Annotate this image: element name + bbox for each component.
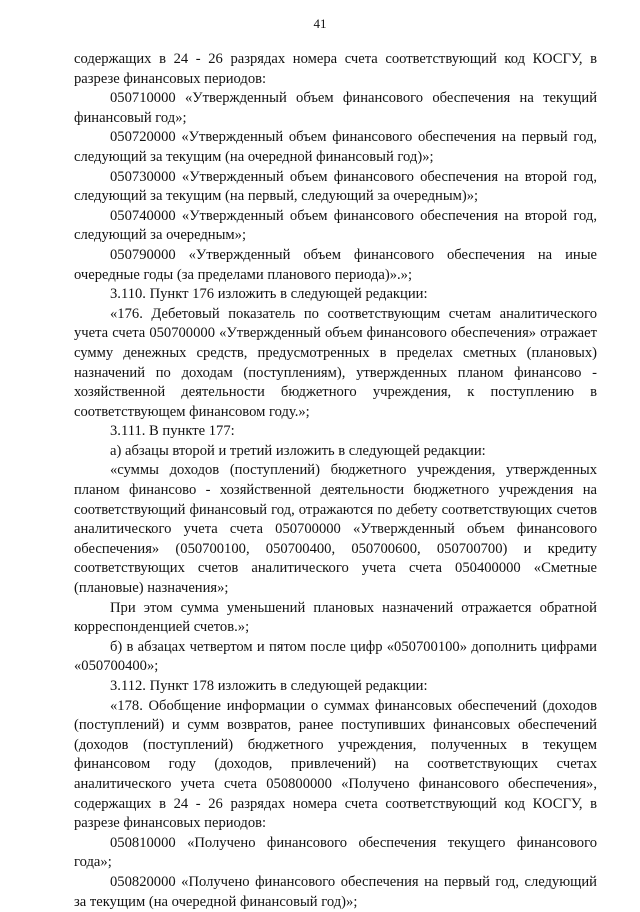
section-heading: 3.110. Пункт 176 изложить в следующей редакции: xyxy=(110,286,428,303)
section-heading: 3.112. Пункт 178 изложить в следующей редакции: xyxy=(110,678,428,694)
paragraph: 050720000 «Утвержденный объем финансового обеспечения на первый год, следующий за текущим (на очередной финансовый год)»; xyxy=(74,129,597,165)
paragraph: а) абзацы второй и третий изложить в следующей редакции: xyxy=(110,442,486,459)
paragraph: содержащих в 24 - 26 разрядах номера счета соответствующий код КОСГУ, в разрезе финансовых периодов: xyxy=(74,51,597,87)
section-heading: 3.111. В пункте 177: xyxy=(110,423,235,440)
paragraph: 050740000 «Утвержденный объем финансового обеспечения на второй год, следующий за очередным»; xyxy=(74,207,597,244)
paragraph: 050710000 «Утвержденный объем финансового обеспечения на текущий финансовый год»; xyxy=(74,90,597,126)
paragraph: 050790000 «Утвержденный объем финансового обеспечения на иные очередные годы (за пределами планового периода)».»; xyxy=(74,246,597,283)
paragraph: 050810000 «Получено финансового обеспечения текущего финансового года»; xyxy=(74,834,597,871)
paragraph: «суммы доходов (поступлений) бюджетного учреждения, утвержденных планом финансово - хозяйственной деятельности бюджетного учреждения на соответствующий финансовый год, отражаются по дебету соответствующих счетов аналитического учета счета 050700000 «Утвержденный объем финансового обеспечения» (050700100, 050700400, 050700600, 050700700) и кредиту соответствующих счетов аналитического учета счета 050400000 «Сметные (плановые) назначения»; xyxy=(74,462,597,597)
paragraph: «178. Обобщение информации о суммах финансовых обеспечений (доходов (поступлений) и сумм возвратов, ранее поступивших финансовых обеспечений (доходов (поступлений) бюджетного учреждения, полученных в текущем финансовом году (доходов, привлечений) на соответствующих счетах аналитического учета счета 050800000 «Получено финансового обеспечения», содержащих в 24 - 26 разрядах номера счета соответствующий код КОСГУ, в разрезе финансовых периодов: xyxy=(74,697,597,832)
document-body xyxy=(74,50,597,912)
paragraph: б) в абзацах четвертом и пятом после цифр «050700100» дополнить цифрами «050700400»; xyxy=(74,638,597,675)
paragraph: 050820000 «Получено финансового обеспечения на первый год, следующий за текущим (на очередной финансовый год)»; xyxy=(74,873,597,910)
paragraph: При этом сумма уменьшений плановых назначений отражается обратной корреспонденцией счетов.»; xyxy=(74,599,597,636)
paragraph: 050730000 «Утвержденный объем финансового обеспечения на второй год, следующий за текущим (на первый, следующий за очередным)»; xyxy=(74,168,597,205)
paragraph: «176. Дебетовый показатель по соответствующим счетам аналитического учета счета 050700000 «Утвержденный объем финансового обеспечения» отражает сумму денежных средств, предусмотренных в пределах сметных (плановых) назначений по доходам (поступлениям), утвержденных планом финансово - хозяйственной деятельности бюджетного учреждения, к поступлению в соответствующем финансовом году.»; xyxy=(74,305,597,420)
page-number: 41 xyxy=(313,16,327,31)
